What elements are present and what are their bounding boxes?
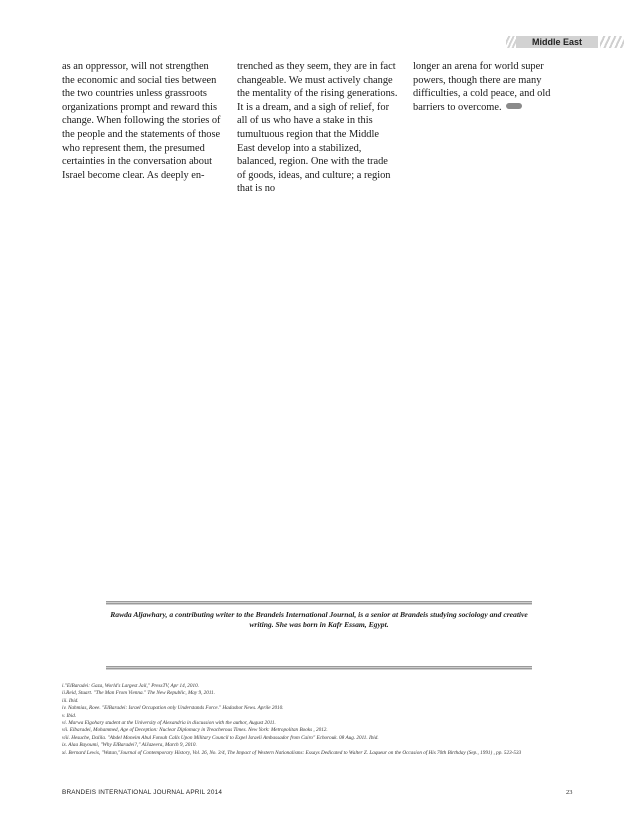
endnote: viii. Hesuche, Dalila. "Abdel Moneim Abul Fotouh Calls Upon Military Council to Expel Israeli Ambassador from Cairo" Echorouk. 08 Aug. 2011. Ibid.: [62, 734, 379, 741]
endnote: v. Ibid.: [62, 712, 77, 719]
section-label-text: Middle East: [531, 37, 582, 47]
bio-bottom-rule: [106, 666, 532, 670]
page-number: 23: [566, 789, 573, 796]
bio-top-rule: [106, 601, 532, 605]
body-column-3: [413, 60, 575, 114]
author-bio: Rawda Aljawhary, a contributing writer to the Brandeis International Journal, is a senior at Brandeis studying sociology and creative writing. She was born in Kafr Essam, Egypt.: [110, 610, 528, 630]
endnote: ii.Reid, Stuart. "The Man From Vienna." The New Republic, May 9, 2011.: [62, 690, 215, 697]
endnote: xi. Bernard Lewis, "Watan,"Journal of Contemporary History, Vol. 26, No. 3/4, The Impact of Western Nationalisms: Essays Dedicated to Walter Z. Laqueur on the Occasion of His 70th Birthday (Sep., 1991) , pp. 523-533: [62, 749, 522, 756]
footer-publication: BRANDEIS INTERNATIONAL JOURNAL APRIL 2014: [62, 789, 223, 796]
body-column-1: [62, 60, 224, 182]
section-label: [516, 36, 598, 48]
section-label-decoration: [600, 36, 624, 48]
endnote: i."ElBaradei: Gaza, World's Largest Jail," PressTV, Apr 14, 2010.: [62, 683, 199, 689]
section-label-hatch: [506, 36, 516, 48]
endnote: vii. Elbaradei, Mohammed, Age of Deception: Nuclear Diplomacy in Treacherous Times. New York: Metropolitan Books , 2012.: [62, 727, 328, 734]
endnote: vi. Marwa Elgohary student at the University of Alexandria in discussion with the author, August 2011.: [62, 720, 276, 727]
body-column-2: [237, 60, 399, 196]
body-paragraph-text: longer an arena for world super powers, though there are many difficulties, a cold peace, and old barriers to overcome.: [413, 61, 551, 113]
end-of-article-mark: [506, 103, 522, 109]
endnote: ix. Alaa Bayoumi, "Why ElBaradei?," AlJazeera, March 9, 2010.: [62, 742, 197, 749]
endnote: iv. Nahmias, Roee. "ElBaradei: Israel Occupation only Understands Force." Hadashot News. Aprile 2010.: [62, 705, 284, 712]
body-paragraph: as an oppressor, will not strengthen the economic and social ties between the two countries unless grassroots organizations prompt and reward this change. When following the stories of the people and the statements of those who represent them, the presumed certainties in the conversation about Israel become clear. As deeply en-: [62, 61, 221, 181]
endnote: iii. Ibid.: [62, 697, 79, 704]
endnotes: [62, 683, 582, 757]
body-paragraph: trenched as they seem, they are in fact changeable. We must actively change the mentality of the rising generations. It is a dream, and a sigh of relief, for all of us who have a stake in this tumultuous region that the Middle East develop into a stabilized, balanced, region. One with the trade of goods, ideas, and culture; a region that is no: [237, 61, 398, 195]
body-paragraph-end: [413, 60, 575, 114]
